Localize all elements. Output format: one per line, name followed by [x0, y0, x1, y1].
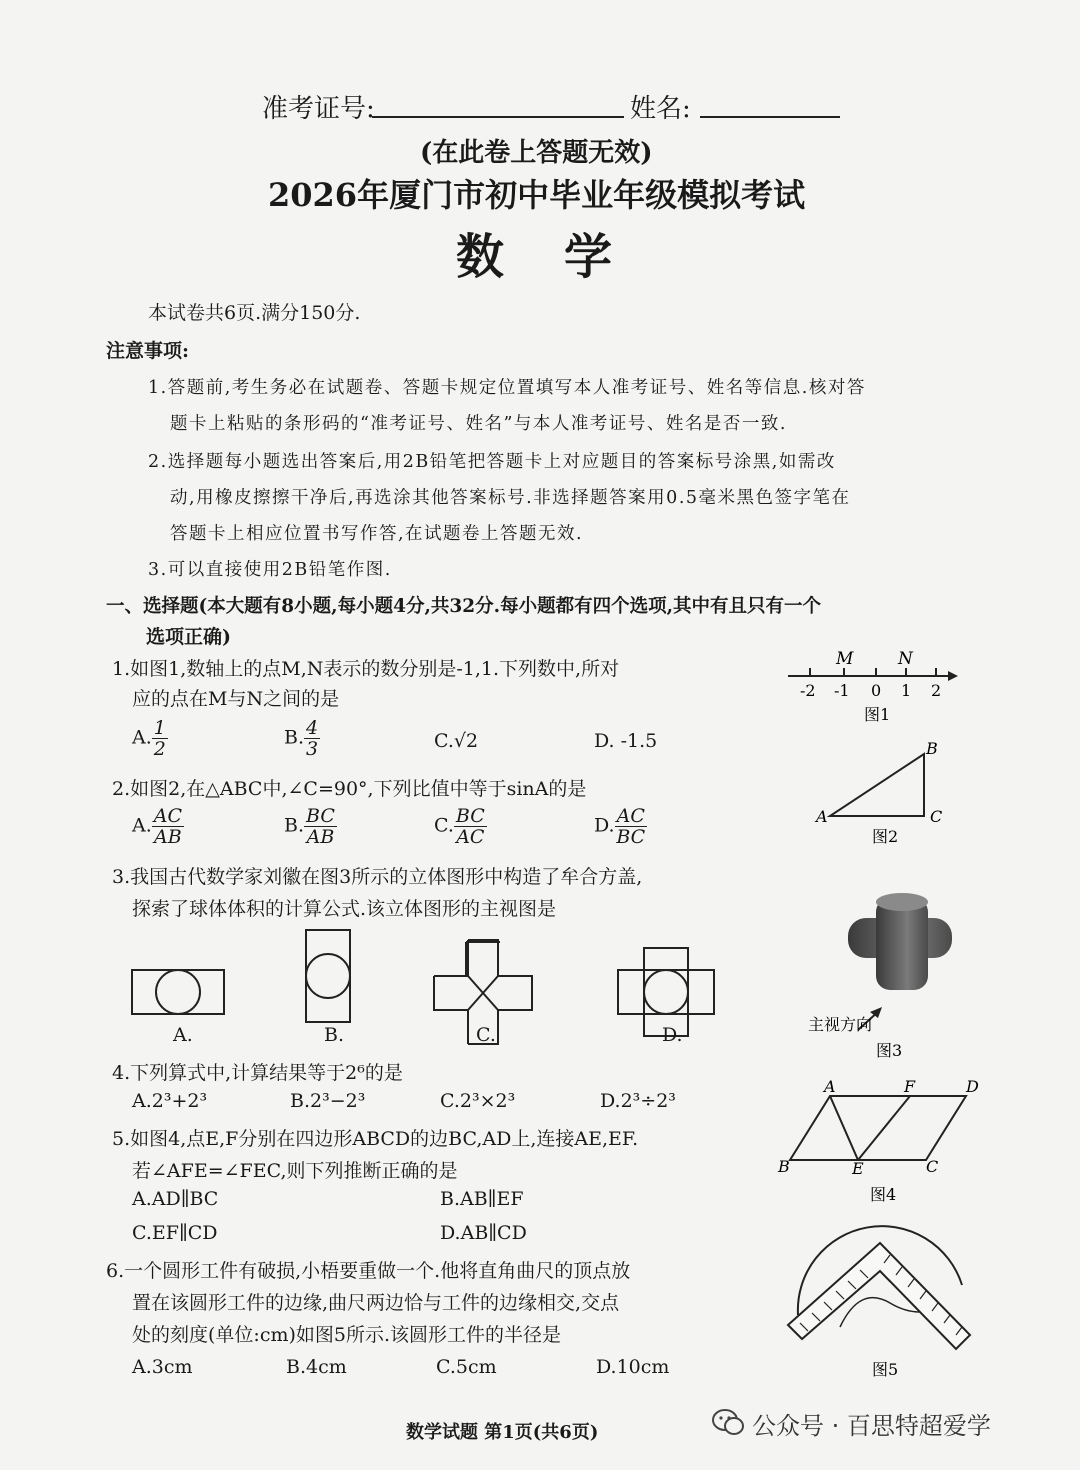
figure-1-caption: 图1 [864, 705, 891, 724]
q1-option-c: C.√2 [434, 730, 479, 752]
tick-label: 1 [901, 681, 912, 700]
q5-option-d: D.AB∥CD [440, 1222, 527, 1244]
note-line: 题卡上粘贴的条形码的“准考证号、姓名”与本人准考证号、姓名是否一致. [170, 414, 787, 434]
q3-options-figures [120, 920, 740, 1050]
q2-option-c: C. $\frac{BC}{AC}$ [434, 805, 485, 848]
q5-option-a: A.AD∥BC [132, 1188, 219, 1210]
question-3-text-cont: 探索了球体体积的计算公式.该立体图形的主视图是 [132, 898, 557, 920]
question-5-text: 5.如图4,点E,F分别在四边形ABCD的边BC,AD上,连接AE,EF. [112, 1128, 639, 1150]
q6-option-a: A.3cm [132, 1356, 193, 1378]
note-line: 3.可以直接使用2B铅笔作图. [148, 560, 392, 580]
figure-4-quadrilateral [770, 1080, 990, 1210]
view-direction-label: 主视方向 [808, 1015, 873, 1034]
question-6-text-cont: 置在该圆形工件的边缘,曲尺两边恰与工件的边缘相交,交点 [132, 1292, 620, 1314]
name-blank[interactable] [700, 116, 840, 118]
q4-option-d: D.2³÷2³ [600, 1090, 676, 1112]
wechat-icon [710, 1404, 746, 1440]
vertex-b-label: B [778, 1157, 790, 1176]
page-footer: 数学试题 第1页(共6页) [406, 1422, 599, 1443]
note-line: 动,用橡皮擦擦干净后,再选涂其他答案标号.非选择题答案用0.5毫米黑色签字笔在 [170, 488, 851, 508]
tick-label: 0 [871, 681, 882, 700]
q6-option-b: B.4cm [286, 1356, 347, 1378]
note-line: 1.答题前,考生务必在试题卷、答题卡规定位置填写本人准考证号、姓名等信息.核对答 [148, 378, 866, 398]
q3-option-c-label: C. [476, 1024, 496, 1046]
q1-option-d: D. -1.5 [594, 730, 658, 752]
q4-option-c: C.2³×2³ [440, 1090, 516, 1112]
figure-1-number-line [780, 648, 970, 728]
vertex-a-label: A [816, 807, 828, 826]
tick-label: 2 [931, 681, 942, 700]
note-line: 2.选择题每小题选出答案后,用2B铅笔把答题卡上对应题目的答案标号涂黑,如需改 [148, 452, 836, 472]
q2-option-b: B. $\frac{BC}{AB}$ [284, 805, 335, 848]
question-2-text: 2.如图2,在△ABC中,∠C=90°,下列比值中等于sinA的是 [112, 778, 587, 800]
figure-3-solid [800, 880, 960, 1065]
vertex-f-label: F [904, 1080, 916, 1096]
question-5-text-cont: 若∠AFE=∠FEC,则下列推断正确的是 [132, 1160, 458, 1182]
vertex-a-label: A [824, 1080, 836, 1096]
figure-5-ruler-circle [780, 1215, 980, 1380]
vertex-d-label: D [966, 1080, 979, 1096]
q6-option-c: C.5cm [436, 1356, 497, 1378]
name-label: 姓名: [630, 94, 691, 124]
q3-option-d-label: D. [662, 1024, 683, 1046]
exam-title: 2026年厦门市初中毕业年级模拟考试 [268, 176, 806, 214]
q3-option-b-label: B. [324, 1024, 345, 1046]
intro-text: 本试卷共6页.满分150分. [148, 302, 361, 324]
tick-label: -1 [834, 681, 850, 700]
q5-option-c: C.EF∥CD [132, 1222, 218, 1244]
figure-3-caption: 图3 [876, 1041, 903, 1060]
section-heading-cont: 选项正确) [146, 626, 231, 648]
arrow-head-icon [948, 671, 958, 681]
figure-4-caption: 图4 [870, 1185, 897, 1204]
point-m-label: M [836, 649, 854, 669]
question-4-text: 4.下列算式中,计算结果等于2⁶的是 [112, 1062, 403, 1084]
exam-number-blank[interactable] [372, 116, 624, 118]
question-1-text: 1.如图1,数轴上的点M,N表示的数分别是-1,1.下列数中,所对 [112, 658, 620, 680]
watermark-text: 公众号 · 百思特超爱学 [752, 1412, 991, 1440]
q3-figure-a [132, 970, 224, 1014]
q6-option-d: D.10cm [596, 1356, 670, 1378]
vertex-c-label: C [926, 1157, 939, 1176]
note-line: 答题卡上相应位置书写作答,在试题卷上答题无效. [170, 524, 584, 544]
figure-2-caption: 图2 [872, 827, 899, 846]
q3-option-a-label: A. [173, 1024, 193, 1046]
section-heading: 一、选择题(本大题有8小题,每小题4分,共32分.每小题都有四个选项,其中有且只有一个 [106, 596, 822, 617]
exam-number-label: 准考证号: [262, 94, 375, 124]
q3-figure-b [306, 930, 350, 1022]
question-1-text-cont: 应的点在M与N之间的是 [132, 688, 340, 710]
q2-option-a: A. $\frac{AC}{AB}$ [132, 805, 183, 848]
vertex-c-label: C [930, 807, 943, 826]
question-6-text-cont2: 处的刻度(单位:cm)如图5所示.该圆形工件的半径是 [132, 1324, 562, 1346]
question-6-text: 6.一个圆形工件有破损,小梧要重做一个.他将直角曲尺的顶点放 [106, 1260, 631, 1282]
q3-figure-d [618, 948, 714, 1036]
invalid-note: (在此卷上答题无效) [420, 138, 653, 168]
notes-heading: 注意事项: [106, 340, 190, 362]
figure-5-caption: 图5 [872, 1360, 899, 1379]
q1-option-a: A. $\frac{1}{2}$ [132, 717, 166, 760]
vertex-e-label: E [852, 1159, 864, 1178]
tick-label: -2 [800, 681, 816, 700]
q1-option-b: B. $\frac{4}{3}$ [284, 717, 319, 760]
q4-option-b: B.2³−2³ [290, 1090, 366, 1112]
q5-option-b: B.AB∥EF [440, 1188, 524, 1210]
vertex-b-label: B [926, 742, 938, 758]
q4-option-a: A.2³+2³ [132, 1090, 208, 1112]
point-n-label: N [898, 649, 913, 669]
figure-2-triangle [808, 742, 958, 850]
question-3-text: 3.我国古代数学家刘徽在图3所示的立体图形中构造了牟合方盖, [112, 866, 643, 888]
subject-title: 数学 [456, 229, 673, 285]
q2-option-d: D. $\frac{AC}{BC}$ [594, 805, 646, 848]
